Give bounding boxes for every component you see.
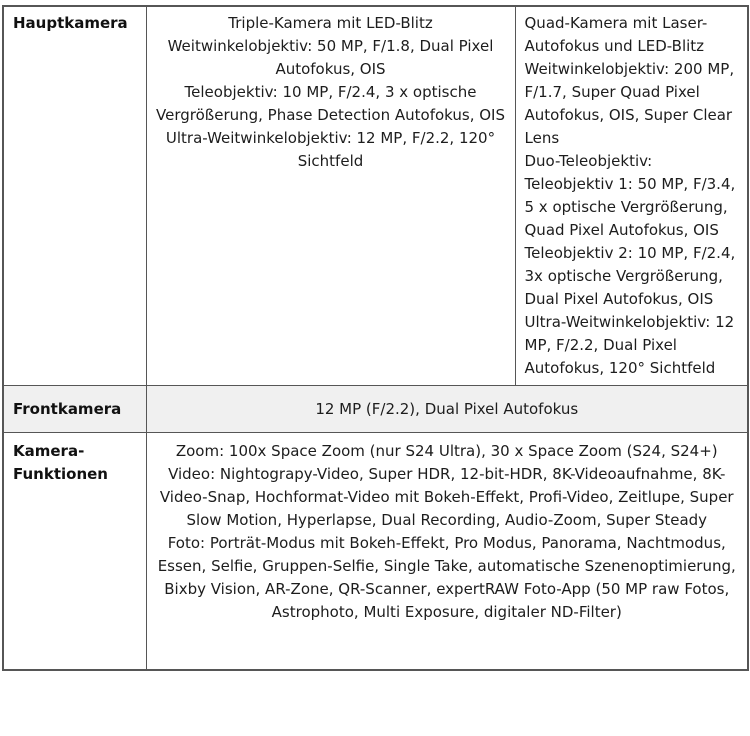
row-frontkamera (3, 386, 748, 433)
spec-line: Teleobjektiv 2: 10 MP, F/2.4, 3x optische Vergrößerung, Dual Pixel Autofokus, OIS (524, 244, 736, 308)
spec-line: Triple-Kamera mit LED-Blitz (228, 14, 433, 32)
row-label-hauptkamera: Hauptkamera (3, 6, 146, 386)
hauptkamera-specs-model-b (515, 6, 748, 386)
spec-line: Weitwinkelobjektiv: 200 MP, F/1.7, Super Quad Pixel Autofokus, OIS, Super Clear Lens (524, 60, 735, 147)
hauptkamera-specs-model-a (146, 6, 515, 386)
row-hauptkamera (3, 6, 748, 386)
frontkamera-specs: 12 MP (F/2.2), Dual Pixel Autofokus (146, 386, 748, 433)
spec-line: Weitwinkelobjektiv: 50 MP, F/1.8, Dual Pixel Autofokus, OIS (167, 37, 494, 78)
spec-line: Duo-Teleobjektiv: (524, 152, 653, 170)
spec-line: Video: Nightograpy-Video, Super HDR, 12-bit-HDR, 8K-Videoaufnahme, 8K-Video-Snap, Hochformat-Video mit Bokeh-Effekt, Profi-Video, Zeitlupe, Super Slow Motion, Hyperlapse, Dual Recording, Audio-Zoom, Super Steady (159, 465, 734, 529)
spec-line: Foto: Porträt-Modus mit Bokeh-Effekt, Pro Modus, Panorama, Nachtmodus, Essen, Selfie, Gruppen-Selfie, Single Take, automatische Szenenoptimierung, Bixby Vision, AR-Zone, QR-Scanner, expertRAW Foto-App (50 MP raw Fotos, Astrophoto, Multi Exposure, digitaler ND-Filter) (157, 534, 736, 621)
spec-line: Quad-Kamera mit Laser-Autofokus und LED-Blitz (524, 14, 708, 55)
spec-line: Zoom: 100x Space Zoom (nur S24 Ultra), 30 x Space Zoom (S24, S24+) (175, 442, 718, 460)
row-label-kamera-funktionen: Kamera-Funktionen (3, 433, 146, 671)
kamera-funktionen-specs (146, 433, 748, 671)
spec-line: Ultra-Weitwinkelobjektiv: 12 MP, F/2.2, Dual Pixel Autofokus, 120° Sichtfeld (524, 313, 735, 377)
row-label-frontkamera: Frontkamera (3, 386, 146, 433)
camera-spec-table (2, 5, 749, 671)
spec-line: Teleobjektiv: 10 MP, F/2.4, 3 x optische Vergrößerung, Phase Detection Autofokus, OIS (156, 83, 505, 124)
spec-line: Ultra-Weitwinkelobjektiv: 12 MP, F/2.2, 120° Sichtfeld (165, 129, 496, 170)
row-kamera-funktionen (3, 433, 748, 671)
spec-line: Teleobjektiv 1: 50 MP, F/3.4, 5 x optische Vergrößerung, Quad Pixel Autofokus, OIS (524, 175, 736, 239)
